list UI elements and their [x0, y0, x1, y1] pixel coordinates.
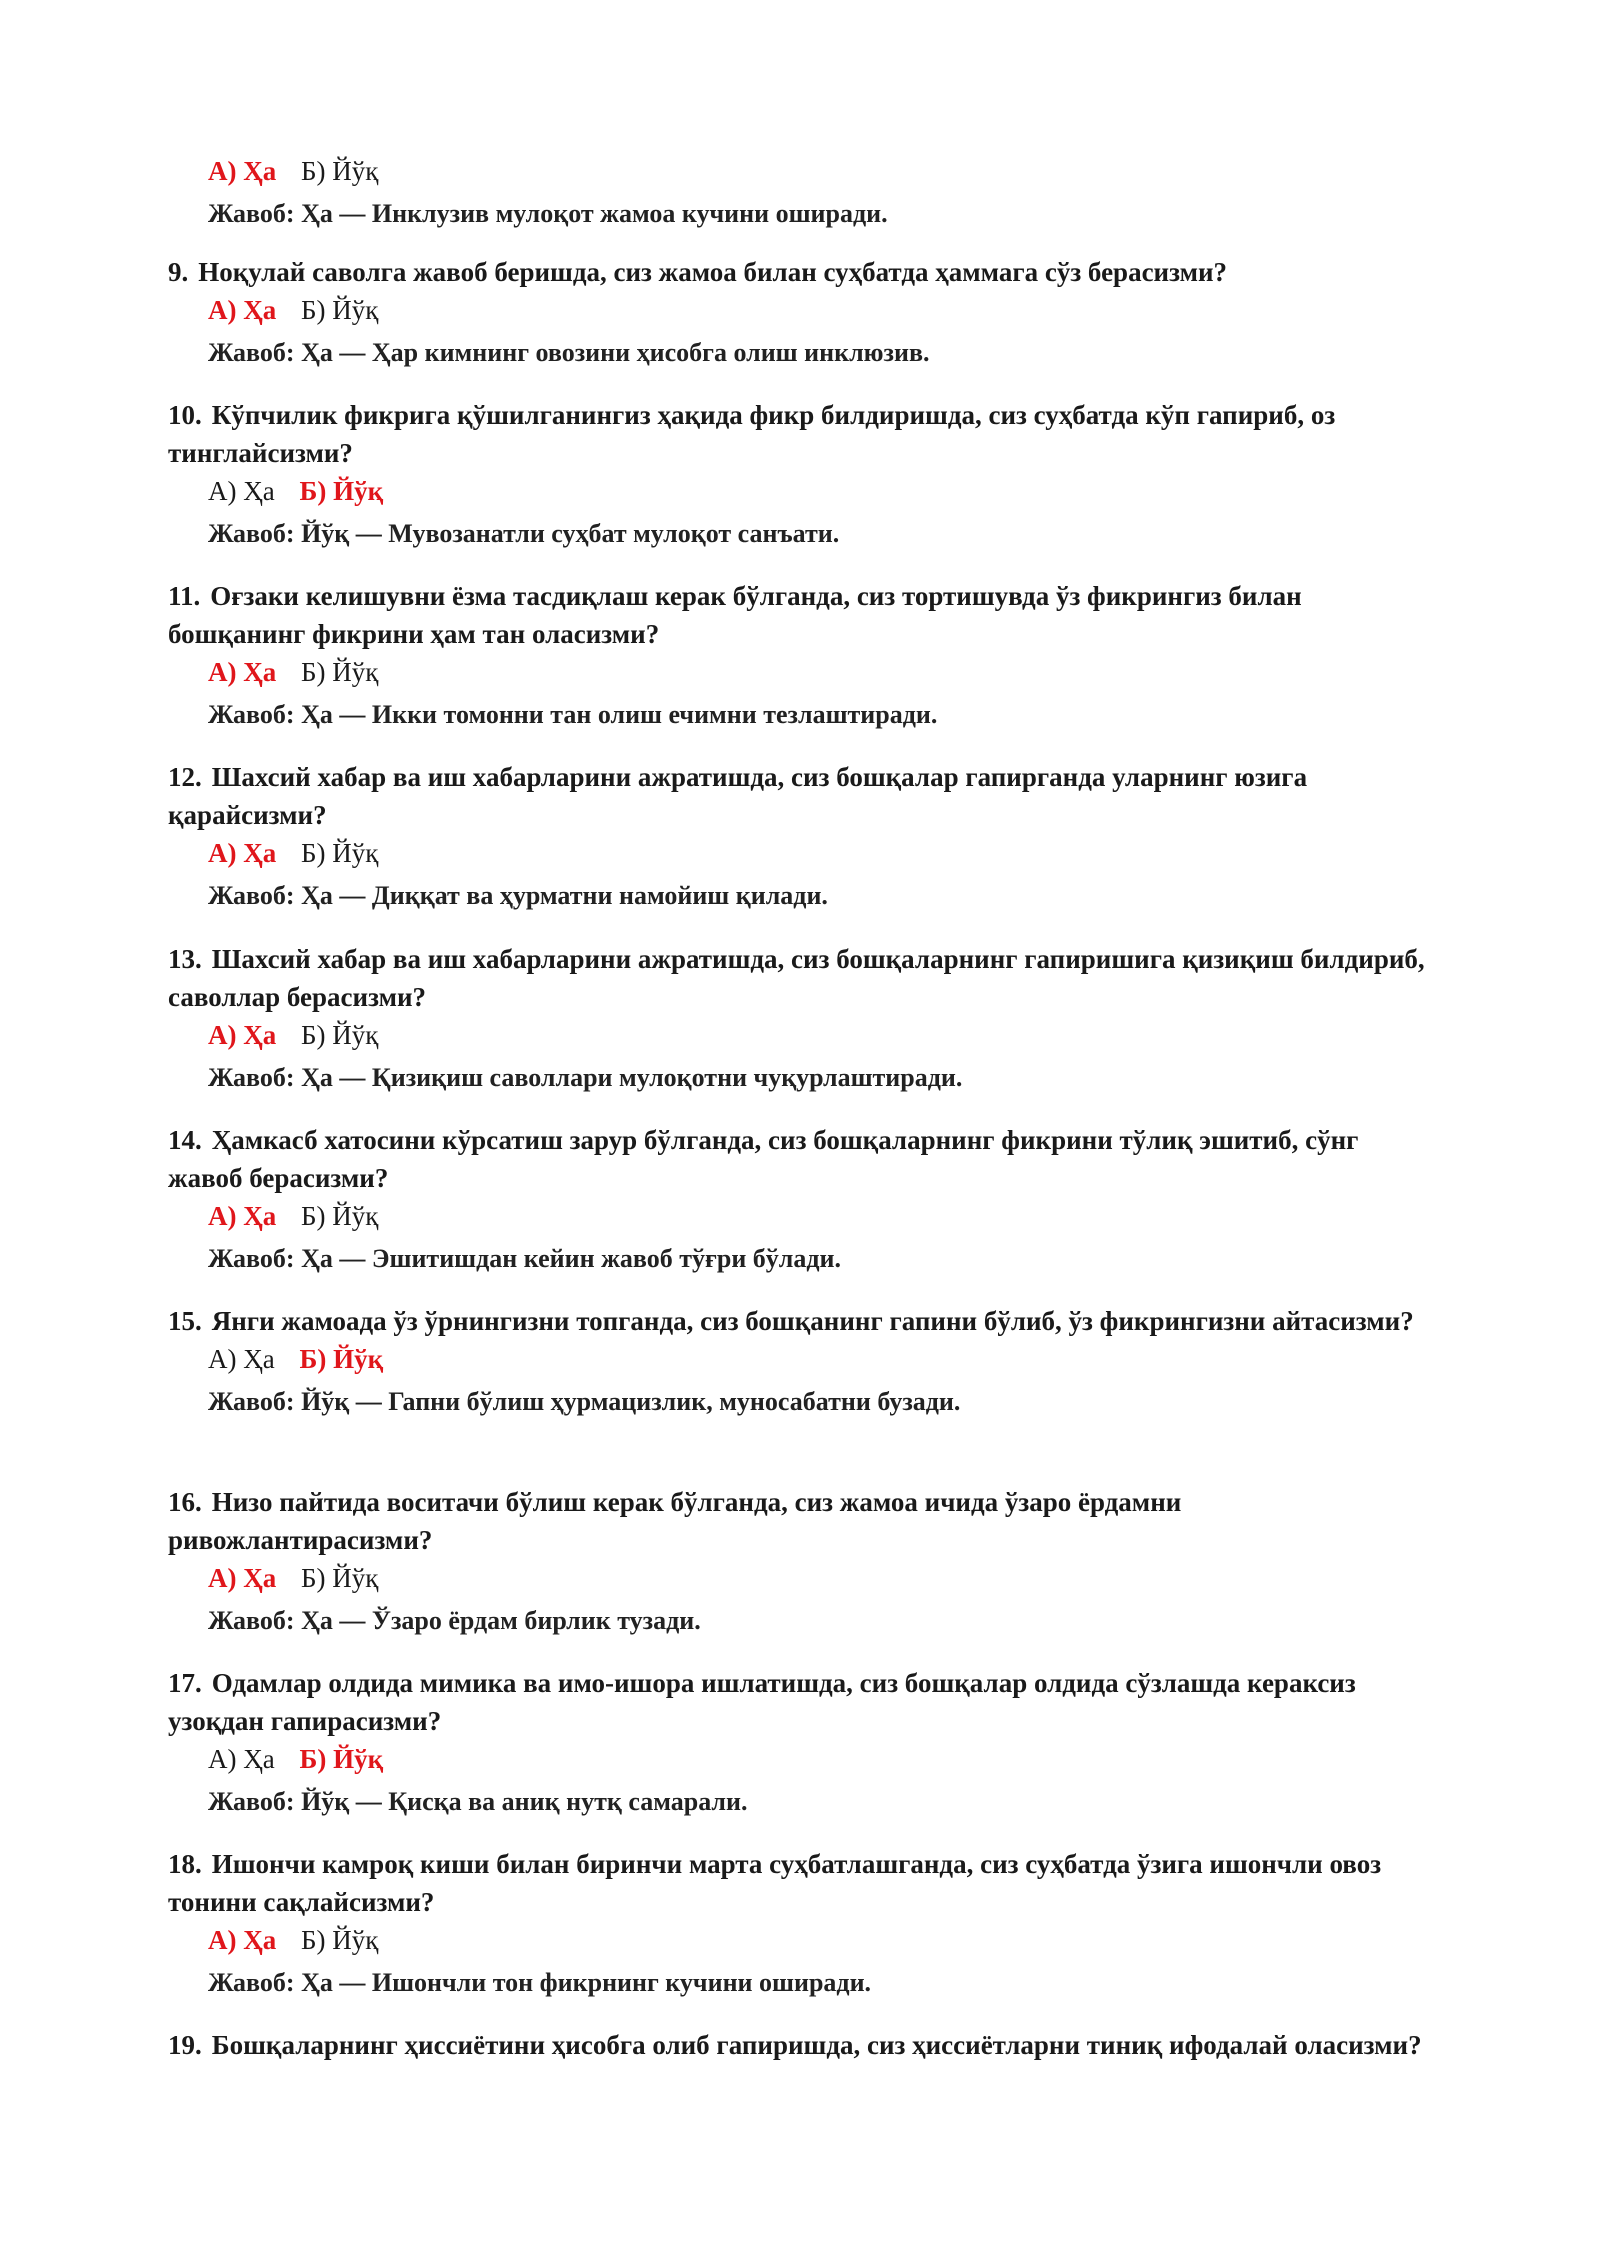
- question-body: Бошқаларнинг ҳиссиётини ҳисобга олиб гапиришда, сиз ҳиссиётларни тиниқ ифодалай оласизми?: [211, 2030, 1422, 2060]
- answer-text: Жавоб: Ҳа — Ишончли тон фикрнинг кучини оширади.: [208, 1968, 872, 1997]
- option-a: А) Ҳа: [208, 1344, 275, 1374]
- question-body: Ишончи камроқ киши билан биринчи марта суҳбатлашганда, сиз суҳбатда ўзига ишончли овоз тонини сақлайсизми?: [168, 1849, 1382, 1917]
- options-row: [208, 291, 1438, 331]
- question-number: 17.: [168, 1668, 202, 1698]
- quiz-item-16: [168, 1483, 1438, 1639]
- question-number: 10.: [168, 400, 202, 430]
- option-b-selected: Б) Йўқ: [299, 476, 384, 506]
- option-b-selected: Б) Йўқ: [299, 1744, 384, 1774]
- question-number: 18.: [168, 1849, 202, 1879]
- option-b: Б) Йўқ: [301, 657, 379, 687]
- answer-text: Жавоб: Ҳа — Қизиқиш саволлари мулоқотни чуқурлаштиради.: [208, 1063, 963, 1092]
- question-text: [168, 1664, 1438, 1740]
- option-b: Б) Йўқ: [301, 838, 379, 868]
- option-a-selected: А) Ҳа: [208, 1020, 277, 1050]
- option-b: Б) Йўқ: [301, 295, 379, 325]
- options-row: [208, 1016, 1438, 1056]
- options-row: [208, 1197, 1438, 1237]
- option-b: Б) Йўқ: [301, 156, 379, 186]
- options-row: [208, 1921, 1438, 1961]
- question-number: 11.: [168, 581, 201, 611]
- answer-text: Жавоб: Йўқ — Қисқа ва аниқ нутқ самарали.: [208, 1787, 748, 1816]
- answer-text: Жавоб: Ҳа — Ҳар кимнинг овозини ҳисобга олиш инклюзив.: [208, 338, 930, 367]
- option-a-selected: А) Ҳа: [208, 1925, 277, 1955]
- quiz-item-18: [168, 1845, 1438, 2001]
- question-body: Кўпчилик фикрига қўшилганингиз ҳақида фикр билдиришда, сиз суҳбатда кўп гапириб, оз тинглайсизми?: [168, 400, 1336, 468]
- question-text: [168, 1121, 1438, 1197]
- options-row: [208, 1559, 1438, 1599]
- quiz-item-19: [168, 2026, 1438, 2064]
- answer-text: Жавоб: Йўқ — Гапни бўлиш ҳурмацизлик, муносабатни бузади.: [208, 1387, 961, 1416]
- question-number: 9.: [168, 257, 189, 287]
- question-number: 12.: [168, 762, 202, 792]
- option-a-selected: А) Ҳа: [208, 156, 277, 186]
- question-text: [168, 577, 1438, 653]
- question-body: Оғзаки келишувни ёзма тасдиқлаш керак бўлганда, сиз тортишувда ўз фикрингиз билан бошқанинг фикрини ҳам тан оласизми?: [168, 581, 1302, 649]
- option-b: Б) Йўқ: [301, 1201, 379, 1231]
- answer-text: Жавоб: Ҳа — Инклузив мулоқот жамоа кучини оширади.: [208, 199, 888, 228]
- option-a-selected: А) Ҳа: [208, 657, 277, 687]
- quiz-item-9: [168, 253, 1438, 371]
- question-number: 16.: [168, 1487, 202, 1517]
- options-row: [208, 472, 1438, 512]
- quiz-item-10: [168, 396, 1438, 552]
- option-a-selected: А) Ҳа: [208, 1201, 277, 1231]
- quiz-item-14: [168, 1121, 1438, 1277]
- question-text: [168, 253, 1438, 291]
- options-row: [208, 834, 1438, 874]
- quiz-item-8: [168, 152, 1438, 232]
- question-text: [168, 396, 1438, 472]
- options-row: [208, 1340, 1438, 1380]
- quiz-item-17: [168, 1664, 1438, 1820]
- option-a: А) Ҳа: [208, 1744, 275, 1774]
- question-body: Ноқулай саволга жавоб беришда, сиз жамоа билан суҳбатда ҳаммага сўз берасизми?: [198, 257, 1228, 287]
- options-row: [208, 152, 1438, 192]
- options-row: [208, 653, 1438, 693]
- question-number: 13.: [168, 944, 202, 974]
- answer-text: Жавоб: Ҳа — Эшитишдан кейин жавоб тўғри бўлади.: [208, 1244, 842, 1273]
- question-number: 15.: [168, 1306, 202, 1336]
- option-b: Б) Йўқ: [301, 1563, 379, 1593]
- answer-text: Жавоб: Ҳа — Диққат ва ҳурматни намойиш қилади.: [208, 881, 828, 910]
- option-a-selected: А) Ҳа: [208, 295, 277, 325]
- question-body: Шахсий хабар ва иш хабарларини ажратишда, сиз бошқаларнинг гапиришига қизиқиш билдириб, саволлар берасизми?: [168, 944, 1425, 1012]
- quiz-item-13: [168, 940, 1438, 1096]
- option-a: А) Ҳа: [208, 476, 275, 506]
- quiz-item-11: [168, 577, 1438, 733]
- question-text: [168, 758, 1438, 834]
- quiz-item-15: [168, 1302, 1438, 1420]
- question-body: Янги жамоада ўз ўрнингизни топганда, сиз бошқанинг гапини бўлиб, ўз фикрингизни айтасизми?: [211, 1306, 1414, 1336]
- question-text: [168, 1302, 1438, 1340]
- answer-text: Жавоб: Ҳа — Икки томонни тан олиш ечимни тезлаштиради.: [208, 700, 938, 729]
- quiz-item-12: [168, 758, 1438, 914]
- question-body: Шахсий хабар ва иш хабарларини ажратишда, сиз бошқалар гапирганда уларнинг юзига қарайсизми?: [168, 762, 1308, 830]
- question-body: Одамлар олдида мимика ва имо-ишора ишлатишда, сиз бошқалар олдида сўзлашда кераксиз узоқдан гапирасизми?: [168, 1668, 1356, 1736]
- question-text: [168, 940, 1438, 1016]
- options-row: [208, 1740, 1438, 1780]
- option-b: Б) Йўқ: [301, 1020, 379, 1050]
- option-b: Б) Йўқ: [301, 1925, 379, 1955]
- question-body: Ҳамкасб хатосини кўрсатиш зарур бўлганда, сиз бошқаларнинг фикрини тўлиқ эшитиб, сўнг жавоб берасизми?: [168, 1125, 1359, 1193]
- option-b-selected: Б) Йўқ: [299, 1344, 384, 1374]
- answer-text: Жавоб: Ҳа — Ўзаро ёрдам бирлик тузади.: [208, 1606, 701, 1635]
- question-text: [168, 1483, 1438, 1559]
- question-text: [168, 1845, 1438, 1921]
- option-a-selected: А) Ҳа: [208, 1563, 277, 1593]
- question-body: Низо пайтида воситачи бўлиш керак бўлганда, сиз жамоа ичида ўзаро ёрдамни ривожлантирасизми?: [168, 1487, 1182, 1555]
- question-number: 14.: [168, 1125, 202, 1155]
- option-a-selected: А) Ҳа: [208, 838, 277, 868]
- question-number: 19.: [168, 2030, 202, 2060]
- question-text: [168, 2026, 1438, 2064]
- answer-text: Жавоб: Йўқ — Мувозанатли суҳбат мулоқот санъати.: [208, 519, 840, 548]
